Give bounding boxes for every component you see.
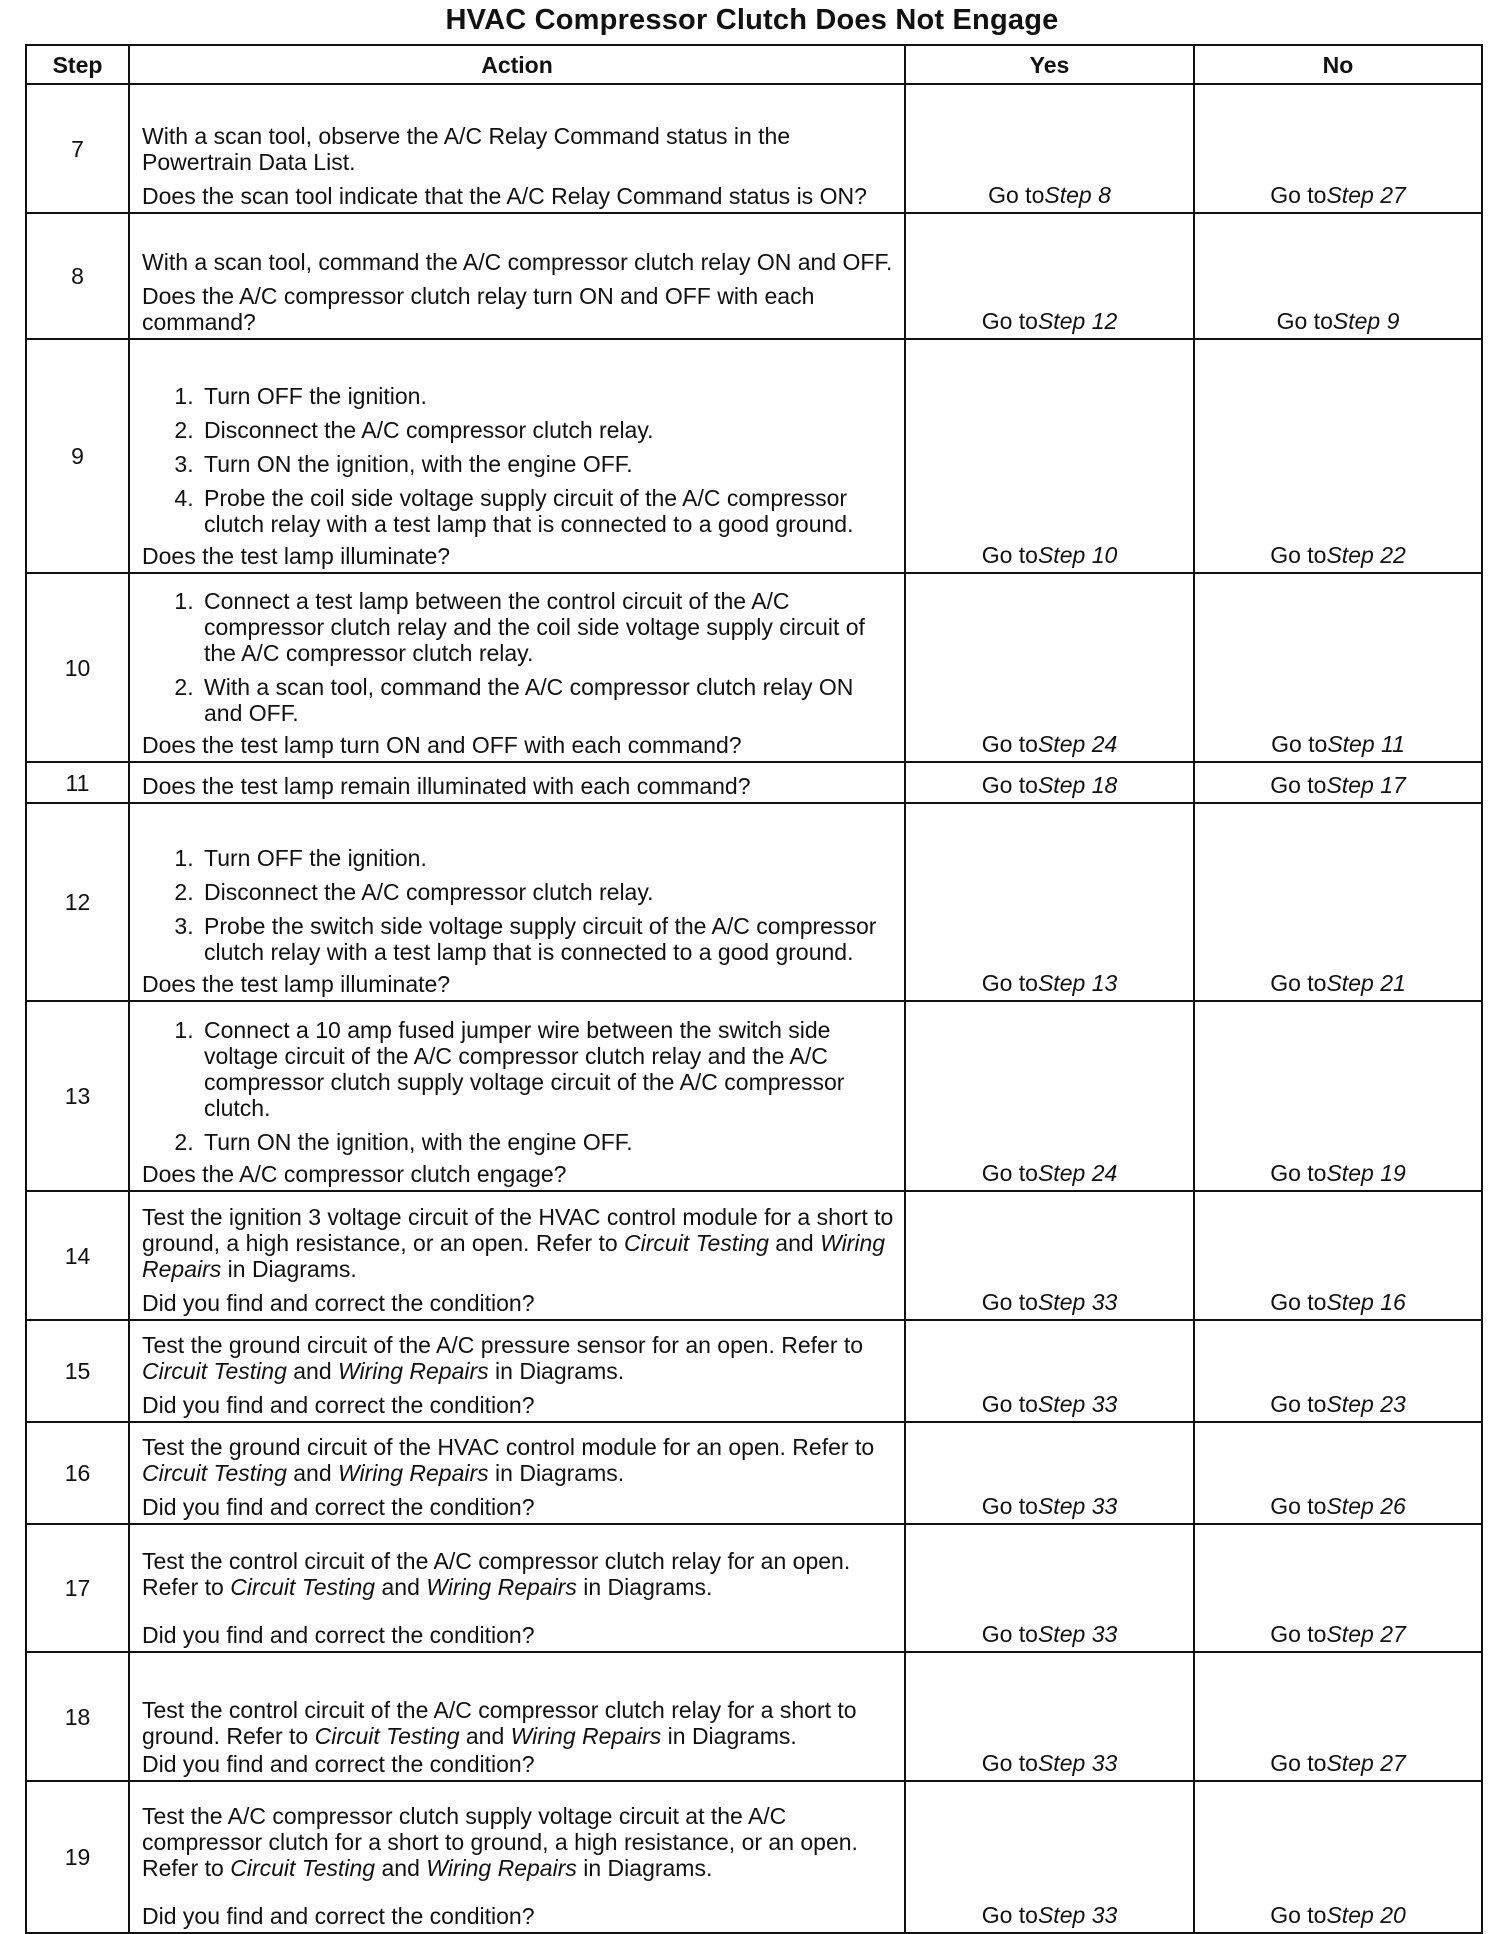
no-cell: Go toStep 27	[1194, 1524, 1482, 1652]
yes-target: 18	[1091, 772, 1118, 798]
action-list	[142, 1017, 894, 1155]
yes-cell: Go toStep 33	[905, 1191, 1194, 1320]
action-cell	[129, 1524, 905, 1652]
table-row	[26, 1422, 1482, 1524]
yes-target: 33	[1091, 1621, 1118, 1647]
yes-cell: Go toStep 33	[905, 1781, 1194, 1933]
action-text: With a scan tool, observe the A/C Relay Command status in the Powertrain Data List.	[142, 123, 791, 175]
action-list	[142, 588, 894, 726]
step-number: 14	[26, 1191, 129, 1320]
no-target: 27	[1380, 1621, 1406, 1647]
no-cell: Go toStep 11	[1194, 573, 1482, 762]
no-target: 11	[1381, 731, 1405, 757]
action-cell	[129, 1320, 905, 1422]
action-cell	[129, 762, 905, 803]
yes-target: 10	[1091, 542, 1118, 568]
yes-target: 24	[1091, 731, 1118, 757]
yes-cell: Go toStep 12	[905, 213, 1194, 339]
action-question: Does the A/C compressor clutch engage?	[142, 1161, 567, 1187]
step-number: 17	[26, 1524, 129, 1652]
header-action: Action	[129, 45, 905, 84]
no-target: 9	[1386, 308, 1400, 334]
yes-cell: Go toStep 33	[905, 1422, 1194, 1524]
list-item: 2. With a scan tool, command the A/C compressor clutch relay ON and OFF.	[200, 674, 894, 726]
action-cell	[129, 1191, 905, 1320]
action-question: Did you find and correct the condition?	[142, 1392, 535, 1418]
yes-target: 33	[1091, 1289, 1118, 1315]
table-row	[26, 1652, 1482, 1781]
table-row	[26, 762, 1482, 803]
diagnostic-table	[25, 44, 1483, 1934]
table-row	[26, 1191, 1482, 1320]
step-number: 16	[26, 1422, 129, 1524]
action-question: Does the test lamp turn ON and OFF with each command?	[142, 732, 742, 758]
step-number: 19	[26, 1781, 129, 1933]
action-cell	[129, 1652, 905, 1781]
action-cell	[129, 1001, 905, 1191]
page-title: HVAC Compressor Clutch Does Not Engage	[445, 4, 1059, 36]
yes-cell: Go toStep 33	[905, 1652, 1194, 1781]
action-cell	[129, 573, 905, 762]
header-row	[26, 45, 1482, 84]
no-target: 22	[1380, 542, 1406, 568]
action-question: Does the scan tool indicate that the A/C Relay Command status is ON?	[142, 183, 867, 209]
list-item: 1. Turn OFF the ignition.	[200, 845, 894, 871]
table-row	[26, 803, 1482, 1001]
ref-wiring-repairs: Wiring Repairs	[510, 1723, 662, 1749]
list-item: 1. Turn OFF the ignition.	[200, 383, 894, 409]
table-row	[26, 1320, 1482, 1422]
action-text: Test the ignition 3 voltage circuit of the HVAC control module for a short to ground, a high resistance, or an open. Refer to Circuit Testing and Wiring Repairs in Diagrams.	[142, 1204, 894, 1282]
action-text: Test the control circuit of the A/C compressor clutch relay for a short to ground. Refer to Circuit Testing and Wiring Repairs in Diagrams.	[142, 1697, 857, 1749]
no-target: 17	[1380, 772, 1406, 798]
action-text: Test the A/C compressor clutch supply voltage circuit at the A/C compressor clutch for a short to ground, a high resistance, or an open. Refer to Circuit Testing and Wiring Repairs in Diagrams.	[142, 1803, 858, 1881]
table-row	[26, 339, 1482, 573]
no-target: 23	[1380, 1391, 1406, 1417]
ref-circuit-testing: Circuit Testing	[142, 1358, 287, 1384]
ref-wiring-repairs: Wiring Repairs	[426, 1574, 577, 1600]
yes-cell: Go toStep 13	[905, 803, 1194, 1001]
yes-cell: Go toStep 24	[905, 573, 1194, 762]
table-row	[26, 1524, 1482, 1652]
yes-cell: Go toStep 18	[905, 762, 1194, 803]
header-yes: Yes	[905, 45, 1194, 84]
yes-target: 12	[1091, 308, 1118, 334]
action-question: Does the A/C compressor clutch relay turn ON and OFF with each command?	[142, 283, 815, 335]
yes-cell: Go toStep 24	[905, 1001, 1194, 1191]
table-row	[26, 84, 1482, 213]
yes-cell: Go toStep 33	[905, 1320, 1194, 1422]
no-target: 19	[1380, 1160, 1406, 1186]
list-item: 4. Probe the coil side voltage supply circuit of the A/C compressor clutch relay with a test lamp that is connected to a good ground.	[200, 485, 894, 537]
step-number: 11	[26, 762, 129, 803]
action-text: Test the ground circuit of the A/C pressure sensor for an open. Refer to Circuit Testing and Wiring Repairs in Diagrams.	[142, 1332, 864, 1384]
yes-target: 33	[1091, 1902, 1118, 1928]
yes-target: 33	[1091, 1750, 1118, 1776]
no-target: 27	[1380, 1750, 1406, 1776]
step-number: 15	[26, 1320, 129, 1422]
yes-target: 13	[1091, 970, 1118, 996]
yes-cell: Go toStep 10	[905, 339, 1194, 573]
action-list	[142, 845, 894, 965]
no-cell: Go toStep 9	[1194, 213, 1482, 339]
list-item: 3. Probe the switch side voltage supply circuit of the A/C compressor clutch relay with a test lamp that is connected to a good ground.	[200, 913, 894, 965]
step-number: 12	[26, 803, 129, 1001]
no-target: 27	[1380, 182, 1406, 208]
table-row	[26, 213, 1482, 339]
action-text: With a scan tool, command the A/C compressor clutch relay ON and OFF.	[142, 249, 893, 275]
no-target: 16	[1380, 1289, 1406, 1315]
no-cell: Go toStep 27	[1194, 84, 1482, 213]
step-number: 8	[26, 213, 129, 339]
action-question: Does the test lamp remain illuminated with each command?	[142, 773, 751, 799]
action-question: Did you find and correct the condition?	[142, 1622, 535, 1648]
no-cell: Go toStep 19	[1194, 1001, 1482, 1191]
action-list	[142, 383, 894, 537]
no-cell: Go toStep 20	[1194, 1781, 1482, 1933]
no-cell: Go toStep 27	[1194, 1652, 1482, 1781]
action-question: Did you find and correct the condition?	[142, 1903, 535, 1929]
list-item: 2. Disconnect the A/C compressor clutch relay.	[200, 417, 894, 443]
header-no: No	[1194, 45, 1482, 84]
no-cell: Go toStep 22	[1194, 339, 1482, 573]
list-item: 1. Connect a 10 amp fused jumper wire between the switch side voltage circuit of the A/C compressor clutch relay and the A/C compressor clutch supply voltage circuit of the A/C compressor clutch.	[200, 1017, 894, 1121]
action-question: Does the test lamp illuminate?	[142, 543, 451, 569]
step-number: 7	[26, 84, 129, 213]
table-row	[26, 573, 1482, 762]
yes-target: 8	[1098, 182, 1111, 208]
list-item: 3. Turn ON the ignition, with the engine OFF.	[200, 451, 894, 477]
step-number: 9	[26, 339, 129, 573]
no-target: 26	[1380, 1493, 1406, 1519]
action-question: Did you find and correct the condition?	[142, 1290, 535, 1316]
no-cell: Go toStep 23	[1194, 1320, 1482, 1422]
ref-circuit-testing: Circuit Testing	[230, 1855, 376, 1881]
ref-wiring-repairs: Wiring Repairs	[338, 1460, 489, 1486]
no-cell: Go toStep 16	[1194, 1191, 1482, 1320]
yes-cell: Go toStep 8	[905, 84, 1194, 213]
no-target: 20	[1380, 1902, 1406, 1928]
action-cell	[129, 213, 905, 339]
yes-target: 33	[1091, 1493, 1118, 1519]
list-item: 2. Disconnect the A/C compressor clutch relay.	[200, 879, 894, 905]
yes-target: 24	[1091, 1160, 1118, 1186]
ref-circuit-testing: Circuit Testing	[624, 1230, 769, 1256]
no-cell: Go toStep 17	[1194, 762, 1482, 803]
yes-cell: Go toStep 33	[905, 1524, 1194, 1652]
no-cell: Go toStep 21	[1194, 803, 1482, 1001]
action-text: Test the ground circuit of the HVAC control module for an open. Refer to Circuit Testing and Wiring Repairs in Diagrams.	[142, 1434, 875, 1486]
yes-target: 33	[1091, 1391, 1118, 1417]
step-number: 10	[26, 573, 129, 762]
ref-wiring-repairs: Wiring Repairs	[426, 1855, 577, 1881]
ref-wiring-repairs: Wiring Repairs	[338, 1358, 489, 1384]
list-item: 1. Connect a test lamp between the control circuit of the A/C compressor clutch relay and the coil side voltage supply circuit of the A/C compressor clutch relay.	[200, 588, 894, 666]
table-row	[26, 1781, 1482, 1933]
action-cell	[129, 1422, 905, 1524]
table-row	[26, 1001, 1482, 1191]
header-step: Step	[26, 45, 129, 84]
action-text: Test the control circuit of the A/C compressor clutch relay for an open. Refer to Circuit Testing and Wiring Repairs in Diagrams.	[142, 1548, 851, 1600]
action-cell	[129, 339, 905, 573]
action-question: Does the test lamp illuminate?	[142, 971, 451, 997]
ref-circuit-testing: Circuit Testing	[230, 1574, 376, 1600]
step-number: 18	[26, 1652, 129, 1781]
action-cell	[129, 1781, 905, 1933]
ref-circuit-testing: Circuit Testing	[142, 1460, 287, 1486]
ref-circuit-testing: Circuit Testing	[314, 1723, 460, 1749]
step-number: 13	[26, 1001, 129, 1191]
action-question: Did you find and correct the condition?	[142, 1751, 535, 1777]
action-cell	[129, 84, 905, 213]
no-target: 21	[1380, 970, 1406, 996]
no-cell: Go toStep 26	[1194, 1422, 1482, 1524]
list-item: 2. Turn ON the ignition, with the engine OFF.	[200, 1129, 894, 1155]
action-question: Did you find and correct the condition?	[142, 1494, 535, 1520]
action-cell	[129, 803, 905, 1001]
ref-wiring-repairs: Wiring Repairs	[142, 1230, 886, 1282]
